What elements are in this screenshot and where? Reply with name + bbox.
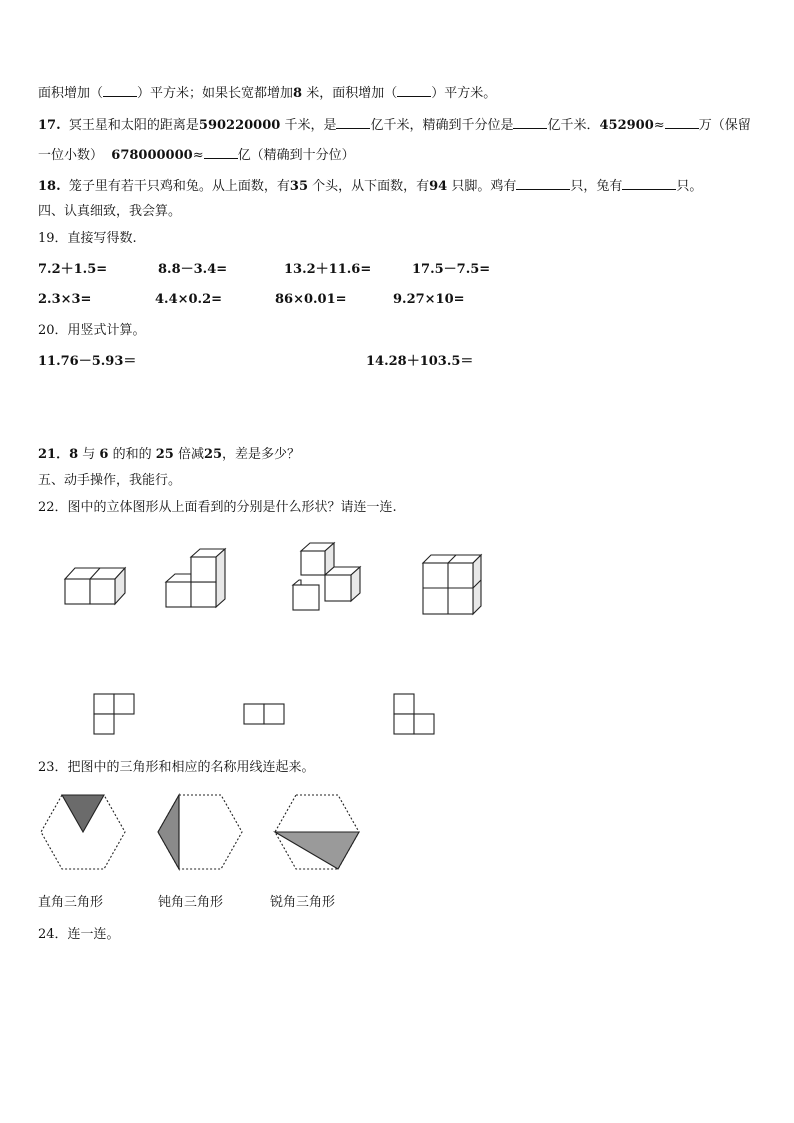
solid-figure-1[interactable] [65, 568, 125, 604]
section-5-heading: 五、动手操作，我能行。 [38, 473, 182, 488]
solid-figure-3[interactable] [293, 543, 360, 610]
hexagon-right-triangle[interactable] [158, 795, 242, 869]
q16-line: 面积增加（ ）平方米；如果长宽都增加8 米，面积增加（ ）平方米。 [38, 86, 497, 101]
q19-item: 13.2＋11.6= [284, 262, 372, 277]
top-view-2[interactable] [244, 704, 284, 724]
hexagon-obtuse-triangle[interactable] [275, 795, 359, 869]
q24-title: 24．连一连。 [38, 927, 120, 942]
q23-title: 23．把图中的三角形和相应的名称用线连起来。 [38, 760, 315, 775]
hexagon-acute-triangle[interactable] [41, 795, 125, 869]
top-view-3[interactable] [394, 694, 434, 734]
section-4-heading: 四、认真细致，我会算。 [38, 204, 182, 219]
q19-item: 9.27×10= [393, 292, 465, 307]
label-acute-triangle[interactable]: 锐角三角形 [270, 895, 336, 910]
q18-line: 18. 笼子里有若干只鸡和兔。从上面数，有35 个头，从下面数，有94 只脚。鸡有 只，兔有 只。 [38, 179, 703, 194]
solid-figure-2[interactable] [166, 549, 225, 607]
q20-item: 14.28＋103.5＝ [366, 354, 474, 369]
q19-title: 19．直接写得数. [38, 231, 137, 246]
q19-item: 2.3×3= [38, 292, 92, 307]
q17-line1: 17. 冥王星和太阳的距离是590220000 千米，是 亿千米，精确到千分位是 亿千米．452900≈ 万（保留 [38, 118, 751, 133]
top-view-1[interactable] [94, 694, 134, 734]
q21-line: 21．8 与 6 的和的 25 倍减25，差是多少？ [38, 447, 301, 462]
q22-title: 22．图中的立体图形从上面看到的分别是什么形状？请连一连. [38, 500, 397, 515]
q19-item: 4.4×0.2= [155, 292, 223, 307]
q20-title: 20．用竖式计算。 [38, 323, 146, 338]
q19-item: 8.8－3.4= [158, 262, 228, 277]
solid-figure-4[interactable] [423, 555, 481, 614]
label-obtuse-triangle[interactable]: 钝角三角形 [158, 895, 224, 910]
q20-item: 11.76－5.93＝ [38, 354, 137, 369]
q17-line2: 一位小数） 678000000≈ 亿（精确到十分位） [38, 148, 355, 163]
q19-item: 17.5－7.5= [412, 262, 491, 277]
q19-item: 86×0.01= [275, 292, 347, 307]
label-right-triangle[interactable]: 直角三角形 [38, 895, 104, 910]
q19-item: 7.2＋1.5= [38, 262, 108, 277]
